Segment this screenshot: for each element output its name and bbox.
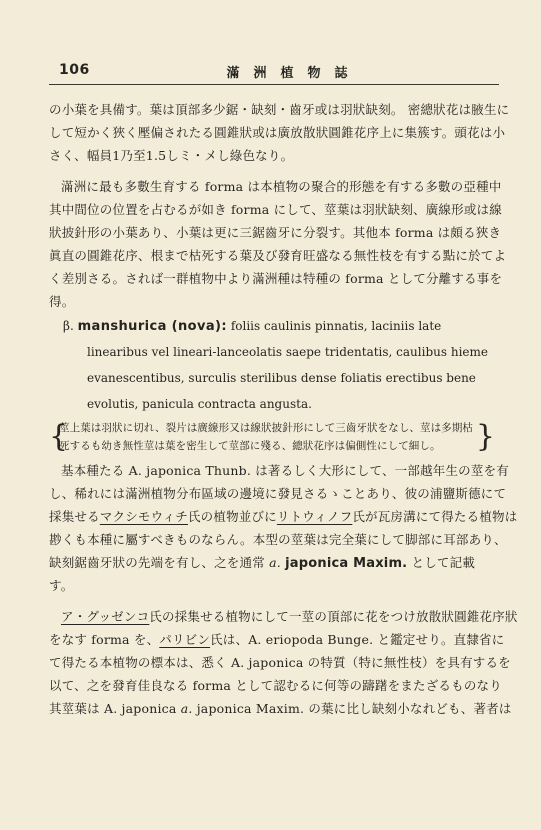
paragraph-4 bbox=[49, 605, 518, 720]
text-line: の小葉を具備す。葉は頂部多少鋸・缺刻・齒牙或は羽狀缺刻。 密總狀花は腋生に bbox=[49, 102, 510, 117]
text-line: て得たる本植物の標本は、悉く A. japonica の特質（特に無性枝）を具有するを bbox=[49, 655, 511, 670]
text-span: 氏は、A. eriopoda Bunge. と鑑定せり。直隸省に bbox=[210, 632, 505, 647]
header-rule bbox=[49, 84, 499, 85]
person-name-palibin: パリビン bbox=[159, 632, 211, 647]
text-line: く差別さる。されば一群植物中より滿洲種は特種の forma として分離する事を bbox=[49, 271, 503, 286]
text-span: 氏の採集せる植物にして一莖の頂部に花をつけ放散狀圓錐花序狀 bbox=[149, 609, 518, 624]
text-line: 其中間位の位置を占むるが如き forma にして、莖葉は羽狀缺刻、廣線形或は線 bbox=[49, 202, 502, 217]
text-line bbox=[49, 551, 499, 574]
text-span: 採集せる bbox=[49, 509, 100, 524]
text-span: 氏の植物並びに bbox=[187, 509, 277, 524]
variety-heading-line bbox=[49, 313, 499, 339]
running-head bbox=[49, 58, 499, 88]
paragraph-1 bbox=[49, 98, 510, 167]
latin-line: linearibus vel lineari-lanceolatis saepe tridentatis, caulibus hieme bbox=[87, 345, 488, 359]
text-line: 滿洲に最も多數生育する forma は本植物の聚合的形態を有する多數の亞種中 bbox=[61, 179, 502, 194]
greek-alpha: a. bbox=[180, 701, 193, 716]
greek-alpha: a. bbox=[269, 555, 281, 570]
text-line: 尠くも本種に屬すべきものならん。本型の莖葉は完全葉にして脚部に耳部あり、 bbox=[49, 532, 507, 547]
note-line: 死するも幼き無性莖は葉を密生して莖部に殘る、總狀花序は偏側性にして細し。 bbox=[59, 440, 441, 452]
text-span: 氏が瓦房溝にて得たる植物は bbox=[352, 509, 518, 524]
text-line: す。 bbox=[49, 578, 74, 593]
latin-line: evolutis, panicula contracta angusta. bbox=[87, 397, 312, 411]
text-line: し、稀れには滿洲植物分布區域の邊境に發見さるゝことあり、彼の浦鹽斯德にて bbox=[49, 486, 507, 501]
text-line: 狀披針形の小葉あり、小葉は更に三鋸齒牙に分裂す。其他本 forma は頗る狹き bbox=[49, 225, 502, 240]
text-span: japonica Maxim. の葉に比し缺刻小なれども、著者は bbox=[196, 701, 512, 716]
text-line: 以て、之を發育佳良なる forma として認むるに何等の躊躇をまたざるものなり bbox=[49, 678, 502, 693]
variety-text: foliis caulinis pinnatis, laciniis late bbox=[230, 319, 442, 333]
variety-label: β. bbox=[63, 319, 74, 333]
paragraph-2 bbox=[49, 175, 507, 313]
latin-line: evanescentibus, surculis sterilibus dense foliatis erectibus bene bbox=[87, 371, 476, 385]
journal-title: 滿洲植物誌 bbox=[226, 66, 362, 81]
text-line: 基本種たる A. japonica Thunb. は著るしく大形にして、一部越年生の莖を有 bbox=[61, 463, 509, 478]
text-line: さく、幅員1乃至1.5しミ・メし綠色なり。 bbox=[49, 148, 294, 163]
variety-description bbox=[49, 313, 499, 417]
variety-name: manshurica (nova): bbox=[77, 319, 228, 334]
person-name-maximowicz: マクシモウィチ bbox=[99, 509, 188, 524]
text-line bbox=[49, 605, 518, 628]
text-line: 眞直の圓錐花序、根まで枯死する葉及び發育旺盛なる無性枝を有する點に於てよ bbox=[49, 248, 507, 263]
taxon-name: japonica Maxim. bbox=[285, 556, 408, 571]
right-brace: } bbox=[475, 419, 495, 454]
text-span: 缺刻鋸齒牙狀の先端を有し、之を通常 bbox=[49, 555, 265, 570]
translation-note bbox=[49, 419, 499, 459]
person-name-litwinow: リトウィノフ bbox=[276, 509, 353, 524]
page-number: 106 bbox=[59, 62, 90, 78]
paragraph-3 bbox=[49, 459, 518, 597]
left-brace: { bbox=[49, 419, 69, 454]
person-name-gusenko: ア・グッゼンコ bbox=[61, 609, 150, 624]
text-line bbox=[49, 697, 512, 720]
text-span: をなす forma を、 bbox=[49, 632, 160, 647]
text-line: して短かく狹く壓偏されたる圓錐狀或は廣放散狀圓錐花序上に集簇す。頭花は小 bbox=[49, 125, 506, 140]
text-span: として記載 bbox=[411, 555, 476, 570]
text-line: 得。 bbox=[49, 294, 75, 309]
text-line bbox=[49, 505, 518, 528]
text-span: 其莖葉は A. japonica bbox=[49, 701, 177, 716]
body-text bbox=[49, 98, 518, 720]
text-line bbox=[49, 628, 505, 651]
note-line: 莖上葉は羽狀に切れ、裂片は廣線形又は線狀披針形にして三齒牙狀をなし、莖は多期枯 bbox=[59, 422, 474, 434]
